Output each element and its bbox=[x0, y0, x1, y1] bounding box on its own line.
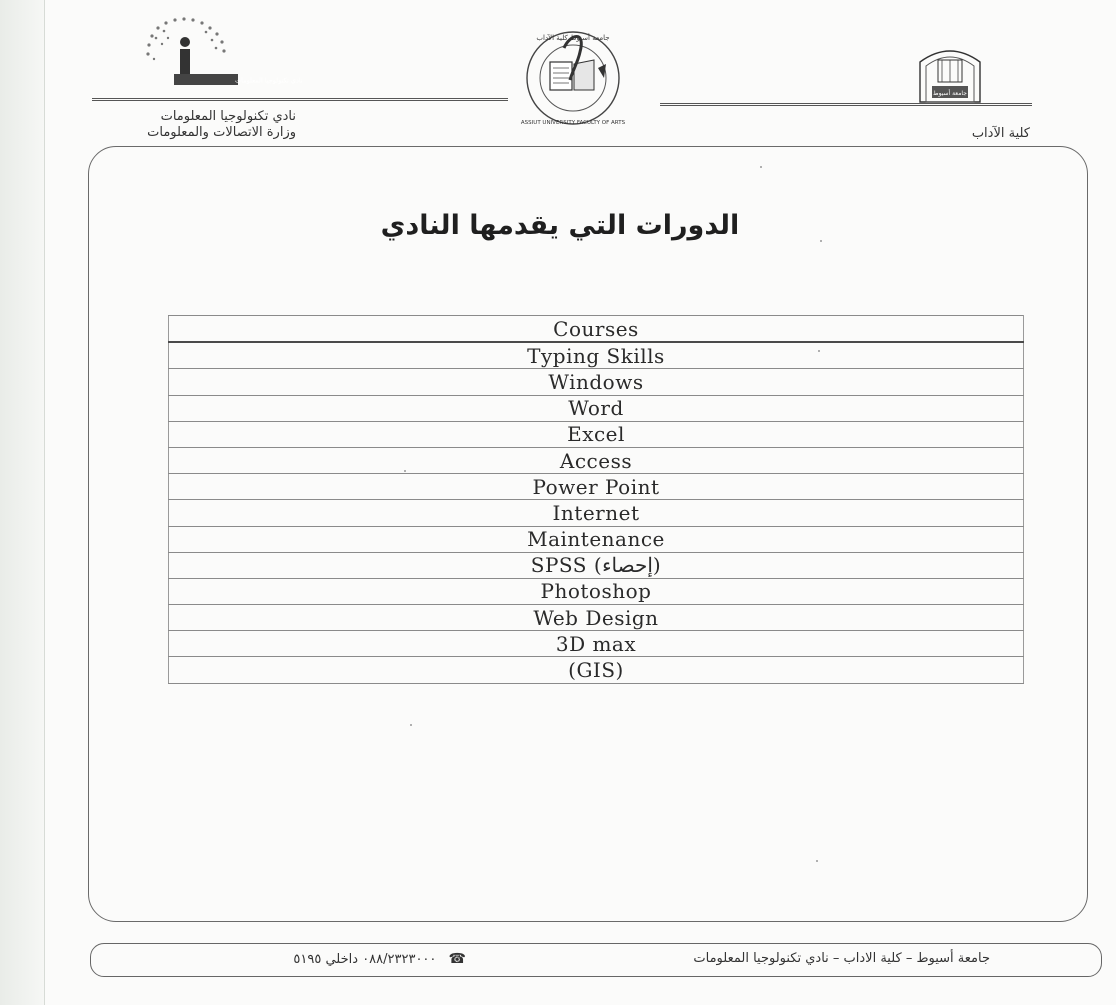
phone-icon: ☎ bbox=[448, 951, 466, 967]
course-cell: Maintenance bbox=[169, 526, 1024, 552]
footer-address: جامعة أسيوط – كلية الاداب – نادي تكنولوجيا المعلومات bbox=[693, 951, 990, 966]
scan-speck bbox=[760, 166, 762, 168]
table-row bbox=[169, 552, 1024, 578]
courses-table bbox=[168, 315, 1024, 684]
table-header-row bbox=[169, 316, 1024, 343]
faculty-seal-logo bbox=[498, 28, 648, 128]
course-cell: Power Point bbox=[169, 474, 1024, 500]
course-cell: 3D max bbox=[169, 631, 1024, 657]
table-header-cell: Courses bbox=[169, 316, 1024, 343]
course-cell: SPSS (إحصاء) bbox=[169, 552, 1024, 578]
scan-speck bbox=[410, 724, 412, 726]
center-logo-english: ASSIUT UNIVERSITY FACULTY OF ARTS bbox=[520, 120, 626, 126]
header-rule-left bbox=[92, 98, 508, 101]
course-cell: Web Design bbox=[169, 605, 1024, 631]
scan-speck bbox=[820, 240, 822, 242]
table-row bbox=[169, 500, 1024, 526]
it-club-logo bbox=[138, 14, 303, 90]
course-cell: (GIS) bbox=[169, 657, 1024, 683]
course-cell: Access bbox=[169, 447, 1024, 473]
faculty-name: كلية الآداب bbox=[971, 126, 1030, 141]
table-row bbox=[169, 578, 1024, 604]
course-cell: Typing Skills bbox=[169, 342, 1024, 369]
university-logo bbox=[914, 44, 986, 104]
header-rule-right bbox=[660, 103, 1032, 106]
course-cell: Photoshop bbox=[169, 578, 1024, 604]
table-row bbox=[169, 421, 1024, 447]
phone-number: ٠٨٨/٢٣٢٣٠٠٠ داخلي ٥١٩٥ bbox=[293, 952, 437, 967]
right-logo-caption: جامعة أسيوط bbox=[933, 90, 967, 97]
scan-speck bbox=[818, 350, 820, 352]
table-row bbox=[169, 605, 1024, 631]
course-cell: Internet bbox=[169, 500, 1024, 526]
footer-phone bbox=[196, 951, 466, 967]
scan-speck bbox=[816, 860, 818, 862]
table-row bbox=[169, 474, 1024, 500]
course-cell: Excel bbox=[169, 421, 1024, 447]
table-row bbox=[169, 657, 1024, 683]
page-title: الدورات التي يقدمها النادي bbox=[380, 210, 740, 241]
table-row bbox=[169, 342, 1024, 369]
table-row bbox=[169, 631, 1024, 657]
ministry-name: وزارة الاتصالات والمعلومات bbox=[147, 125, 296, 140]
club-name: نادي تكنولوجيا المعلومات bbox=[160, 109, 296, 124]
course-cell: Windows bbox=[169, 369, 1024, 395]
table-row bbox=[169, 526, 1024, 552]
course-cell: Word bbox=[169, 395, 1024, 421]
left-logo-caption: نادي تكنولوجيا المعلومات bbox=[235, 76, 303, 85]
table-row bbox=[169, 447, 1024, 473]
scan-speck bbox=[404, 470, 406, 472]
center-logo-arabic: جامعة أسيوط كلية الآداب bbox=[536, 34, 610, 42]
table-row bbox=[169, 369, 1024, 395]
scan-margin bbox=[0, 0, 45, 1005]
table-row bbox=[169, 395, 1024, 421]
